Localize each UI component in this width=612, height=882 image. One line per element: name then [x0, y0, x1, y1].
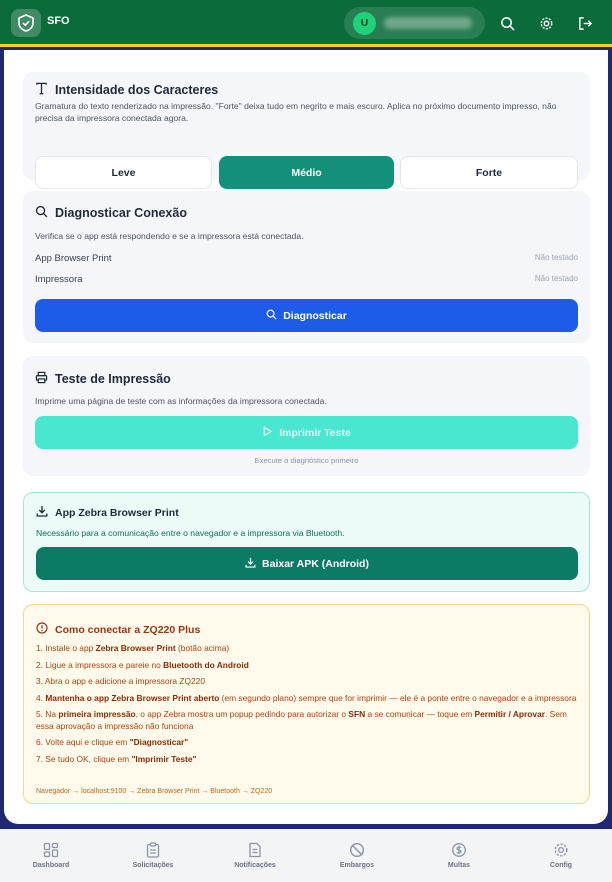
intensity-title: Intensidade dos Caracteres [55, 83, 219, 97]
user-menu[interactable] [344, 7, 485, 39]
nav-item-notificacoes[interactable] [204, 829, 306, 882]
nav-label: Multas [447, 862, 471, 869]
status-label: App Browser Print [35, 253, 112, 264]
diagnose-button-label: Diagnosticar [283, 309, 347, 322]
status-row-printer [35, 274, 578, 285]
status-row-app [35, 253, 578, 264]
zebra-app-title: App Zebra Browser Print [55, 506, 179, 519]
diagnose-card [23, 191, 590, 343]
nav-label: Embargos [339, 862, 375, 869]
clipboard-icon [145, 842, 161, 858]
bottom-nav [0, 829, 612, 882]
zebra-app-description: Necessário para a comunicação entre o navegador e a impressora via Bluetooth. [36, 528, 345, 538]
download-apk-button[interactable] [36, 547, 578, 580]
test-print-card [23, 356, 590, 476]
howto-steps [36, 643, 581, 770]
nav-item-solicitacoes[interactable] [102, 829, 204, 882]
nav-label: Solicitações [132, 862, 174, 869]
list-item: 2. Ligue a impressora e pareie no Bluetooth do Android [36, 659, 249, 670]
howto-title: Como conectar a ZQ220 Plus [55, 623, 201, 636]
status-label: Impressora [35, 274, 83, 285]
search-icon [266, 309, 277, 323]
list-item: 3. Abra o app e adicione a impressora ZQ220 [36, 676, 205, 686]
info-circle-icon [36, 622, 48, 637]
print-test-hint: Execute o diagnóstico primeiro [254, 456, 359, 465]
list-item: 1. Instale o app Zebra Browser Print (botão acima) [36, 643, 230, 653]
nav-item-multas[interactable] [408, 829, 510, 882]
option-medio-button[interactable]: Médio [219, 156, 394, 189]
printer-icon [35, 371, 48, 387]
list-item: 4. Mantenha o app Zebra Browser Print aberto (em segundo plano) sempre que for imprimir — ele é a ponte entre o navegador e a impressora [36, 692, 577, 703]
nav-label: Config [549, 862, 573, 869]
settings-content [4, 50, 608, 824]
settings-gear-icon[interactable] [536, 13, 556, 33]
download-icon [245, 557, 256, 571]
search-icon[interactable] [497, 13, 517, 33]
nav-item-dashboard[interactable] [0, 829, 102, 882]
avatar: U [353, 12, 376, 35]
status-value: Não testado [534, 274, 578, 283]
nav-label: Dashboard [32, 862, 70, 869]
print-test-button-label: Imprimir Teste [279, 426, 351, 439]
text-type-icon [35, 82, 48, 98]
zebra-app-card [23, 492, 590, 592]
list-item: 7. Se tudo OK, clique em "Imprimir Teste" [36, 753, 197, 764]
connection-path: Navegador → localhost:9100 → Zebra Browser Print → Bluetooth → ZQ220 [36, 788, 273, 795]
download-apk-button-label: Baixar APK (Android) [262, 557, 369, 570]
dashboard-icon [43, 842, 59, 858]
nav-item-config[interactable] [510, 829, 612, 882]
option-leve-button[interactable]: Leve [35, 156, 212, 189]
diagnose-title: Diagnosticar Conexão [55, 206, 187, 220]
ban-icon [349, 842, 365, 858]
list-item: 6. Volte aqui e clique em "Diagnosticar" [36, 737, 189, 747]
play-icon [262, 426, 273, 440]
search-icon [35, 205, 48, 221]
top-header [0, 0, 612, 47]
intensity-card [23, 72, 590, 180]
intensity-description: Gramatura do texto renderizado na impressão. "Forte" deixa tudo em negrito e mais escuro. Aplica no próximo documento impresso, não precisa da impressora conectada agora. [35, 101, 557, 123]
nav-item-embargos[interactable] [306, 829, 408, 882]
test-print-title: Teste de Impressão [55, 372, 171, 386]
dollar-icon [451, 842, 467, 858]
shield-logo-icon [11, 9, 41, 37]
howto-card [23, 604, 590, 804]
brand-name: SFO [47, 15, 70, 27]
gear-icon [553, 842, 569, 858]
document-icon [247, 842, 263, 858]
test-print-description: Imprime uma página de teste com as informações da impressora conectada. [35, 396, 327, 406]
option-forte-button[interactable]: Forte [400, 156, 578, 189]
logout-icon[interactable] [575, 13, 595, 33]
user-name [384, 17, 472, 29]
diagnose-description: Verifica se o app está respondendo e se a impressora está conectada. [35, 231, 304, 241]
list-item: 5. Na primeira impressão, o app Zebra mostra um popup pedindo para autorizar o SFN a se comunicar — toque em Permitir / Aprovar. Sem essa aprovação a impressão não funciona [36, 709, 567, 731]
print-test-button[interactable] [35, 416, 578, 449]
nav-label: Notificações [234, 862, 276, 869]
diagnose-button[interactable] [35, 299, 578, 332]
status-value: Não testado [534, 253, 578, 262]
download-icon [36, 505, 48, 520]
